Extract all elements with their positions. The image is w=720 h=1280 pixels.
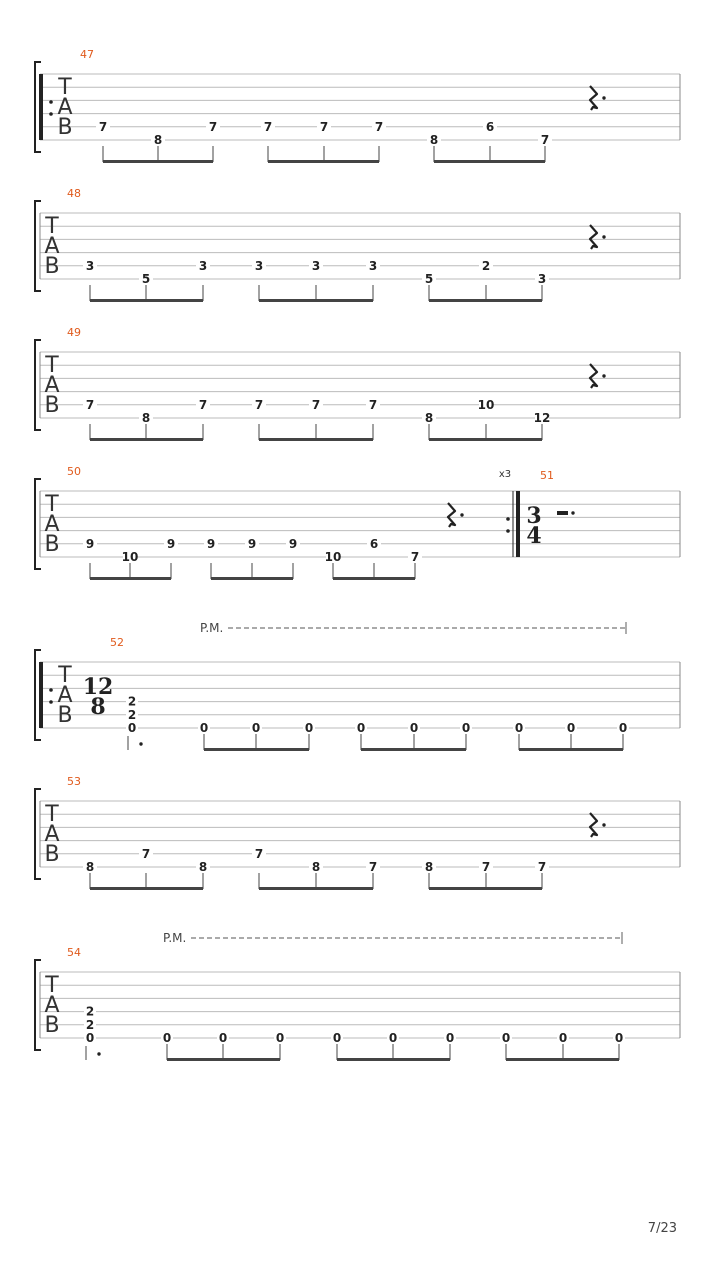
tab-clef-a: A — [44, 993, 60, 1018]
fret-number: 0 — [332, 1031, 342, 1045]
fret-number: 8 — [311, 860, 321, 874]
rest-dot — [602, 235, 605, 238]
fret-number: 2 — [127, 694, 137, 709]
beam — [259, 887, 373, 890]
fret-number: 9 — [247, 536, 257, 551]
time-sig-top: 12 — [82, 674, 114, 700]
beam — [268, 160, 379, 163]
fret-number: 8 — [85, 860, 95, 874]
beam — [211, 577, 293, 580]
fret-number: 9 — [166, 536, 176, 551]
note-dot — [97, 1052, 100, 1055]
measure-number: 48 — [67, 187, 81, 200]
fret-number: 7 — [537, 860, 547, 874]
beam — [434, 160, 545, 163]
beam — [90, 438, 203, 441]
repeat-dot — [49, 688, 53, 692]
tab-clef-t: T — [45, 973, 59, 998]
tab-clef-a: A — [44, 512, 60, 537]
rest-dot — [571, 511, 574, 514]
fret-number: 0 — [199, 721, 209, 735]
fret-number: 8 — [429, 133, 439, 147]
fret-number: 12 — [533, 411, 551, 425]
fret-number: 8 — [424, 411, 434, 425]
palm-mute-label: P.M. — [200, 621, 224, 635]
fret-number: 7 — [481, 860, 491, 874]
measure-number: 49 — [67, 326, 81, 339]
measure-number: 50 — [67, 465, 81, 478]
repeat-dot — [49, 100, 53, 104]
fret-number: 7 — [208, 119, 218, 134]
repeat-thick-bar — [39, 662, 43, 728]
repeat-count: x3 — [498, 469, 512, 480]
fret-number: 0 — [162, 1031, 172, 1045]
fret-number: 0 — [304, 721, 314, 735]
tab-clef-b: B — [44, 1013, 60, 1038]
fret-number: 0 — [618, 721, 628, 735]
tab-clef-a: A — [57, 683, 73, 708]
fret-number: 7 — [263, 119, 273, 134]
fret-number: 8 — [198, 860, 208, 874]
fret-number: 0 — [566, 721, 576, 735]
tab-clef-t: T — [45, 492, 59, 517]
fret-number: 9 — [85, 536, 95, 551]
beam — [429, 299, 542, 302]
fret-number: 8 — [424, 860, 434, 874]
rest-dot — [460, 513, 463, 516]
fret-number: 3 — [85, 258, 95, 273]
measure-number: 52 — [110, 636, 124, 649]
beam — [259, 299, 373, 302]
note-dot — [139, 742, 142, 745]
fret-number: 2 — [85, 1004, 95, 1019]
fret-number: 3 — [537, 272, 547, 286]
repeat-thick-bar — [39, 74, 43, 140]
fret-number: 10 — [324, 550, 342, 564]
beam — [90, 299, 203, 302]
beam — [337, 1058, 450, 1061]
fret-number: 8 — [153, 133, 163, 147]
fret-number: 5 — [141, 272, 151, 286]
fret-number: 0 — [501, 1031, 511, 1045]
fret-number: 9 — [288, 536, 298, 551]
tab-clef-b: B — [44, 532, 60, 557]
repeat-dot — [49, 112, 53, 116]
fret-number: 3 — [311, 258, 321, 273]
staff-system — [35, 48, 680, 163]
staff-system — [35, 621, 680, 751]
fret-number: 9 — [206, 536, 216, 551]
beam — [204, 748, 309, 751]
fret-number: 7 — [254, 846, 264, 861]
beam — [259, 438, 373, 441]
beam — [506, 1058, 619, 1061]
fret-number: 0 — [127, 721, 137, 735]
page-number: 7/23 — [647, 1221, 677, 1236]
rest-dot — [602, 374, 605, 377]
fret-number: 2 — [85, 1017, 95, 1032]
tab-clef-t: T — [58, 75, 72, 100]
fret-number: 10 — [477, 397, 495, 412]
tab-clef-b: B — [44, 254, 60, 279]
measure-number: 51 — [540, 469, 554, 482]
repeat-dot — [49, 700, 53, 704]
fret-number: 3 — [198, 258, 208, 273]
staff-system — [35, 465, 680, 580]
tab-clef-a: A — [57, 95, 73, 120]
fret-number: 7 — [410, 550, 420, 564]
quarter-rest — [448, 503, 455, 527]
fret-number: 0 — [445, 1031, 455, 1045]
tab-clef-t: T — [45, 802, 59, 827]
tab-clef-t: T — [58, 663, 72, 688]
tab-clef-t: T — [45, 214, 59, 239]
fret-number: 7 — [98, 119, 108, 134]
fret-number: 3 — [254, 258, 264, 273]
repeat-thick-bar — [516, 491, 520, 557]
fret-number: 8 — [141, 411, 151, 425]
fret-number: 0 — [558, 1031, 568, 1045]
fret-number: 0 — [356, 721, 366, 735]
fret-number: 2 — [481, 258, 491, 273]
fret-number: 0 — [461, 721, 471, 735]
beam — [103, 160, 213, 163]
staff-system — [35, 931, 680, 1061]
tab-clef-b: B — [57, 115, 73, 140]
tab-clef-b: B — [57, 703, 73, 728]
quarter-rest — [590, 225, 597, 249]
beam — [361, 748, 466, 751]
time-sig-top: 3 — [526, 503, 542, 529]
fret-number: 0 — [251, 721, 261, 735]
fret-number: 7 — [319, 119, 329, 134]
tab-clef-a: A — [44, 822, 60, 847]
fret-number: 7 — [198, 397, 208, 412]
fret-number: 0 — [409, 721, 419, 735]
fret-number: 0 — [218, 1031, 228, 1045]
repeat-dot — [506, 529, 510, 533]
fret-number: 7 — [540, 133, 550, 147]
beam — [429, 887, 542, 890]
fret-number: 10 — [121, 550, 139, 564]
measure-number: 54 — [67, 946, 81, 959]
fret-number: 0 — [614, 1031, 624, 1045]
tab-clef-b: B — [44, 393, 60, 418]
fret-number: 6 — [369, 536, 379, 551]
beam — [90, 577, 171, 580]
tab-clef-a: A — [44, 234, 60, 259]
half-rest — [557, 511, 568, 515]
beam — [333, 577, 415, 580]
measure-number: 47 — [80, 48, 94, 61]
fret-number: 7 — [368, 397, 378, 412]
fret-number: 0 — [85, 1031, 95, 1045]
beam — [519, 748, 623, 751]
fret-number: 7 — [311, 397, 321, 412]
time-sig-bottom: 8 — [90, 694, 106, 720]
fret-number: 7 — [141, 846, 151, 861]
repeat-dot — [506, 517, 510, 521]
rest-dot — [602, 96, 605, 99]
tab-clef-a: A — [44, 373, 60, 398]
fret-number: 5 — [424, 272, 434, 286]
tab-clef-b: B — [44, 842, 60, 867]
fret-number: 7 — [85, 397, 95, 412]
fret-number: 7 — [374, 119, 384, 134]
tab-clef-t: T — [45, 353, 59, 378]
staff-system — [35, 326, 680, 441]
measure-number: 53 — [67, 775, 81, 788]
quarter-rest — [590, 86, 597, 110]
palm-mute-label: P.M. — [163, 931, 187, 945]
fret-number: 7 — [254, 397, 264, 412]
fret-number: 2 — [127, 707, 137, 722]
beam — [90, 887, 203, 890]
time-sig-bottom: 4 — [526, 523, 542, 549]
fret-number: 0 — [514, 721, 524, 735]
rest-dot — [602, 823, 605, 826]
staff-system — [35, 775, 680, 890]
fret-number: 0 — [388, 1031, 398, 1045]
quarter-rest — [590, 364, 597, 388]
fret-number: 7 — [368, 860, 378, 874]
staff-system — [35, 187, 680, 302]
beam — [167, 1058, 280, 1061]
beam — [429, 438, 542, 441]
fret-number: 0 — [275, 1031, 285, 1045]
fret-number: 6 — [485, 119, 495, 134]
quarter-rest — [590, 813, 597, 837]
fret-number: 3 — [368, 258, 378, 273]
